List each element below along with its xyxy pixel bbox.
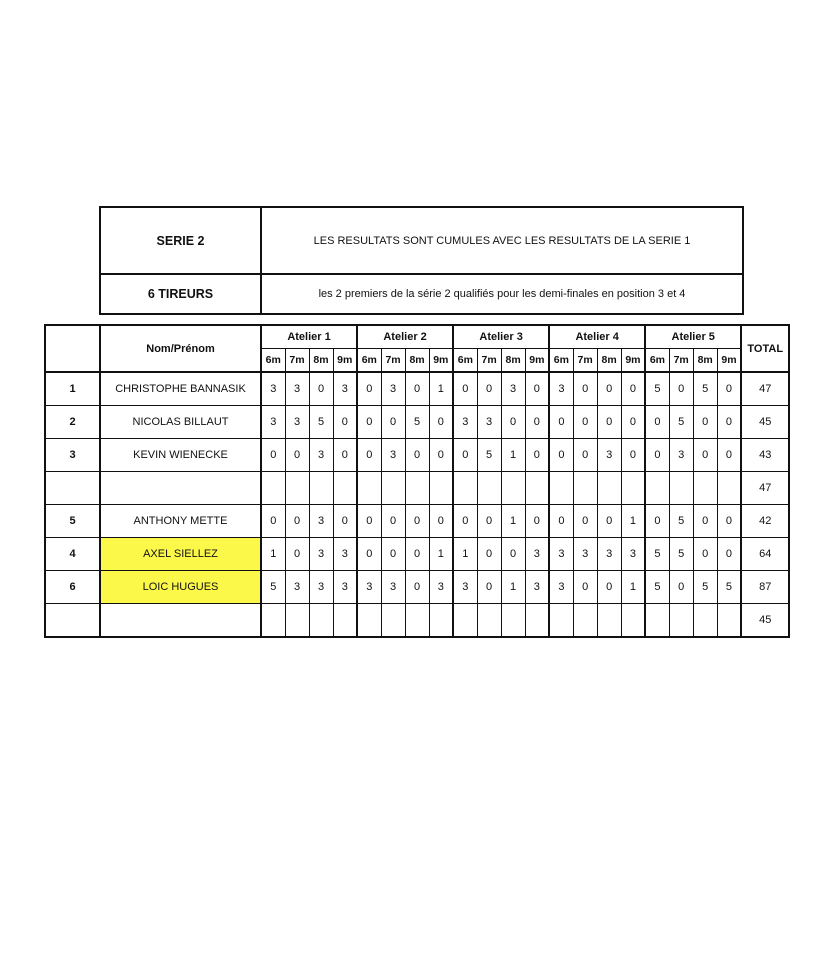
- rank-cell: 1: [45, 372, 100, 406]
- score-cell: [309, 604, 333, 638]
- score-cell: 0: [357, 538, 381, 571]
- score-cell: 0: [525, 406, 549, 439]
- score-cell: 3: [333, 372, 357, 406]
- score-cell: [453, 472, 477, 505]
- score-cell: 0: [549, 505, 573, 538]
- score-cell: 3: [381, 372, 405, 406]
- score-cell: 0: [645, 505, 669, 538]
- score-cell: 3: [525, 538, 549, 571]
- score-cell: 0: [429, 505, 453, 538]
- score-cell: 5: [645, 571, 669, 604]
- table-row: [45, 472, 789, 505]
- score-cell: [693, 472, 717, 505]
- score-cell: 3: [309, 439, 333, 472]
- score-cell: 3: [525, 571, 549, 604]
- total-cell: 43: [741, 439, 789, 472]
- score-cell: 0: [573, 406, 597, 439]
- score-cell: 3: [333, 571, 357, 604]
- score-cell: 0: [717, 372, 741, 406]
- distance-header: 8m: [309, 349, 333, 373]
- serie-label: SERIE 2: [100, 207, 261, 274]
- score-cell: [381, 472, 405, 505]
- score-cell: 0: [405, 505, 429, 538]
- score-cell: 0: [477, 372, 501, 406]
- name-cell: LOIC HUGUES: [100, 571, 261, 604]
- score-cell: 0: [597, 505, 621, 538]
- total-cell: 45: [741, 406, 789, 439]
- score-cell: [405, 604, 429, 638]
- score-cell: 0: [693, 439, 717, 472]
- score-cell: [501, 472, 525, 505]
- score-cell: 0: [573, 439, 597, 472]
- score-cell: 0: [285, 439, 309, 472]
- score-cell: [549, 604, 573, 638]
- score-cell: 5: [669, 538, 693, 571]
- score-cell: 3: [597, 538, 621, 571]
- score-cell: 0: [621, 372, 645, 406]
- score-cell: 0: [717, 538, 741, 571]
- score-cell: [525, 472, 549, 505]
- tireurs-label: 6 TIREURS: [100, 274, 261, 314]
- score-cell: 3: [597, 439, 621, 472]
- score-cell: 5: [309, 406, 333, 439]
- distance-header: 6m: [357, 349, 381, 373]
- rank-cell: 4: [45, 538, 100, 571]
- score-cell: 1: [429, 372, 453, 406]
- atelier-header: Atelier 1: [261, 325, 357, 349]
- score-cell: 0: [477, 571, 501, 604]
- score-cell: [429, 472, 453, 505]
- score-cell: [621, 604, 645, 638]
- score-cell: 0: [645, 439, 669, 472]
- distance-header: 8m: [597, 349, 621, 373]
- distance-header: 6m: [549, 349, 573, 373]
- score-cell: 3: [549, 538, 573, 571]
- score-cell: 0: [525, 505, 549, 538]
- rank-cell: 5: [45, 505, 100, 538]
- score-cell: 3: [333, 538, 357, 571]
- score-cell: 1: [621, 571, 645, 604]
- score-cell: [645, 472, 669, 505]
- score-cell: 0: [261, 505, 285, 538]
- score-cell: [669, 472, 693, 505]
- score-cell: [717, 604, 741, 638]
- distance-header: 9m: [525, 349, 549, 373]
- score-cell: [405, 472, 429, 505]
- score-cell: 3: [549, 372, 573, 406]
- rank-cell: 6: [45, 571, 100, 604]
- score-cell: 0: [477, 538, 501, 571]
- score-cell: 0: [405, 372, 429, 406]
- score-cell: 0: [597, 372, 621, 406]
- score-cell: 0: [453, 439, 477, 472]
- score-cell: 0: [525, 439, 549, 472]
- distance-header: 6m: [645, 349, 669, 373]
- distance-header: 7m: [381, 349, 405, 373]
- score-cell: 0: [573, 372, 597, 406]
- score-cell: [597, 472, 621, 505]
- atelier-header: Atelier 2: [357, 325, 453, 349]
- table-row: [45, 439, 789, 472]
- score-cell: [573, 472, 597, 505]
- score-cell: 5: [693, 372, 717, 406]
- score-cell: [261, 604, 285, 638]
- score-cell: [501, 604, 525, 638]
- score-cell: 0: [429, 406, 453, 439]
- score-cell: 0: [381, 406, 405, 439]
- table-row: [45, 406, 789, 439]
- distance-header: 7m: [285, 349, 309, 373]
- results-table: [44, 324, 790, 638]
- score-cell: 0: [381, 538, 405, 571]
- score-cell: [549, 472, 573, 505]
- series-header-table: [99, 206, 744, 315]
- score-cell: [573, 604, 597, 638]
- score-cell: [333, 472, 357, 505]
- score-cell: 5: [669, 406, 693, 439]
- score-cell: 0: [285, 505, 309, 538]
- name-cell: CHRISTOPHE BANNASIK: [100, 372, 261, 406]
- score-cell: [597, 604, 621, 638]
- name-cell: NICOLAS BILLAUT: [100, 406, 261, 439]
- total-cell: 45: [741, 604, 789, 638]
- total-cell: 47: [741, 472, 789, 505]
- score-cell: 0: [501, 538, 525, 571]
- score-cell: 0: [525, 372, 549, 406]
- score-cell: [621, 472, 645, 505]
- score-cell: [525, 604, 549, 638]
- score-cell: 5: [669, 505, 693, 538]
- score-cell: 3: [381, 571, 405, 604]
- score-cell: 0: [333, 439, 357, 472]
- distance-header: 6m: [453, 349, 477, 373]
- score-cell: 1: [621, 505, 645, 538]
- score-cell: 5: [693, 571, 717, 604]
- distance-header: 9m: [621, 349, 645, 373]
- distance-header: 7m: [669, 349, 693, 373]
- distance-header: 7m: [477, 349, 501, 373]
- score-cell: 0: [501, 406, 525, 439]
- score-cell: 0: [621, 439, 645, 472]
- score-cell: 0: [645, 406, 669, 439]
- score-cell: 3: [309, 571, 333, 604]
- score-cell: [333, 604, 357, 638]
- score-cell: 5: [477, 439, 501, 472]
- distance-header: 8m: [501, 349, 525, 373]
- score-cell: 0: [405, 439, 429, 472]
- table-row: [45, 538, 789, 571]
- score-cell: 1: [501, 505, 525, 538]
- distance-header: 7m: [573, 349, 597, 373]
- score-cell: 0: [453, 505, 477, 538]
- score-cell: 0: [549, 439, 573, 472]
- score-cell: [285, 472, 309, 505]
- score-cell: 1: [429, 538, 453, 571]
- score-cell: 5: [405, 406, 429, 439]
- distance-header: 8m: [693, 349, 717, 373]
- score-cell: 1: [453, 538, 477, 571]
- score-cell: 3: [357, 571, 381, 604]
- score-cell: 5: [717, 571, 741, 604]
- score-cell: 3: [621, 538, 645, 571]
- score-cell: [477, 472, 501, 505]
- score-cell: [669, 604, 693, 638]
- score-cell: [429, 604, 453, 638]
- score-cell: 0: [285, 538, 309, 571]
- score-cell: 0: [381, 505, 405, 538]
- score-cell: 5: [261, 571, 285, 604]
- score-cell: 0: [429, 439, 453, 472]
- score-cell: 0: [717, 406, 741, 439]
- score-cell: 0: [693, 538, 717, 571]
- score-cell: [357, 604, 381, 638]
- score-cell: 1: [261, 538, 285, 571]
- name-header: Nom/Prénom: [100, 325, 261, 372]
- score-cell: 0: [573, 505, 597, 538]
- score-cell: 5: [645, 372, 669, 406]
- score-cell: 0: [357, 505, 381, 538]
- rank-cell: [45, 472, 100, 505]
- score-cell: 3: [429, 571, 453, 604]
- total-cell: 47: [741, 372, 789, 406]
- score-cell: [309, 472, 333, 505]
- score-cell: 1: [501, 439, 525, 472]
- score-cell: 3: [285, 372, 309, 406]
- total-header: TOTAL: [741, 325, 789, 372]
- rank-cell: 2: [45, 406, 100, 439]
- score-cell: 0: [357, 406, 381, 439]
- score-cell: 0: [597, 571, 621, 604]
- distance-header: 9m: [429, 349, 453, 373]
- score-cell: 3: [477, 406, 501, 439]
- table-row: [45, 571, 789, 604]
- score-cell: 1: [501, 571, 525, 604]
- rank-cell: [45, 604, 100, 638]
- score-cell: 3: [549, 571, 573, 604]
- score-cell: 0: [597, 406, 621, 439]
- atelier-header: Atelier 4: [549, 325, 645, 349]
- score-cell: 0: [621, 406, 645, 439]
- name-cell: AXEL SIELLEZ: [100, 538, 261, 571]
- score-cell: 0: [261, 439, 285, 472]
- score-cell: 0: [549, 406, 573, 439]
- score-cell: 3: [453, 406, 477, 439]
- score-cell: 3: [309, 505, 333, 538]
- score-cell: 0: [333, 406, 357, 439]
- distance-header: 9m: [717, 349, 741, 373]
- score-cell: 0: [717, 505, 741, 538]
- distance-header: 8m: [405, 349, 429, 373]
- score-cell: 3: [309, 538, 333, 571]
- score-cell: [381, 604, 405, 638]
- name-cell: ANTHONY METTE: [100, 505, 261, 538]
- score-cell: 3: [501, 372, 525, 406]
- score-cell: 0: [669, 571, 693, 604]
- score-cell: 3: [261, 372, 285, 406]
- rank-cell: 3: [45, 439, 100, 472]
- score-cell: [717, 472, 741, 505]
- atelier-header: Atelier 3: [453, 325, 549, 349]
- score-cell: 0: [669, 372, 693, 406]
- score-cell: 3: [573, 538, 597, 571]
- score-cell: 0: [309, 372, 333, 406]
- total-cell: 87: [741, 571, 789, 604]
- score-cell: 0: [573, 571, 597, 604]
- score-cell: 3: [669, 439, 693, 472]
- atelier-header: Atelier 5: [645, 325, 741, 349]
- score-cell: 3: [285, 571, 309, 604]
- distance-header: 6m: [261, 349, 285, 373]
- serie-note: LES RESULTATS SONT CUMULES AVEC LES RESULTATS DE LA SERIE 1: [261, 207, 743, 274]
- score-cell: 5: [645, 538, 669, 571]
- score-cell: 3: [453, 571, 477, 604]
- score-cell: [357, 472, 381, 505]
- score-cell: 0: [693, 505, 717, 538]
- score-cell: 0: [405, 538, 429, 571]
- score-cell: [693, 604, 717, 638]
- table-row: [45, 505, 789, 538]
- score-cell: 0: [453, 372, 477, 406]
- score-cell: 0: [477, 505, 501, 538]
- name-cell: KEVIN WIENECKE: [100, 439, 261, 472]
- tireurs-note: les 2 premiers de la série 2 qualifiés pour les demi-finales en position 3 et 4: [261, 274, 743, 314]
- score-cell: [285, 604, 309, 638]
- name-cell: [100, 604, 261, 638]
- score-cell: [477, 604, 501, 638]
- score-cell: 3: [285, 406, 309, 439]
- score-cell: 0: [717, 439, 741, 472]
- rank-header: [45, 325, 100, 372]
- distance-header: 9m: [333, 349, 357, 373]
- total-cell: 42: [741, 505, 789, 538]
- score-cell: 0: [333, 505, 357, 538]
- score-cell: 0: [357, 439, 381, 472]
- total-cell: 64: [741, 538, 789, 571]
- score-cell: 3: [381, 439, 405, 472]
- score-cell: 0: [357, 372, 381, 406]
- score-cell: 0: [693, 406, 717, 439]
- score-cell: 0: [405, 571, 429, 604]
- table-row: [45, 372, 789, 406]
- score-cell: [261, 472, 285, 505]
- score-cell: [645, 604, 669, 638]
- table-row: [45, 604, 789, 638]
- score-cell: [453, 604, 477, 638]
- score-cell: 3: [261, 406, 285, 439]
- name-cell: [100, 472, 261, 505]
